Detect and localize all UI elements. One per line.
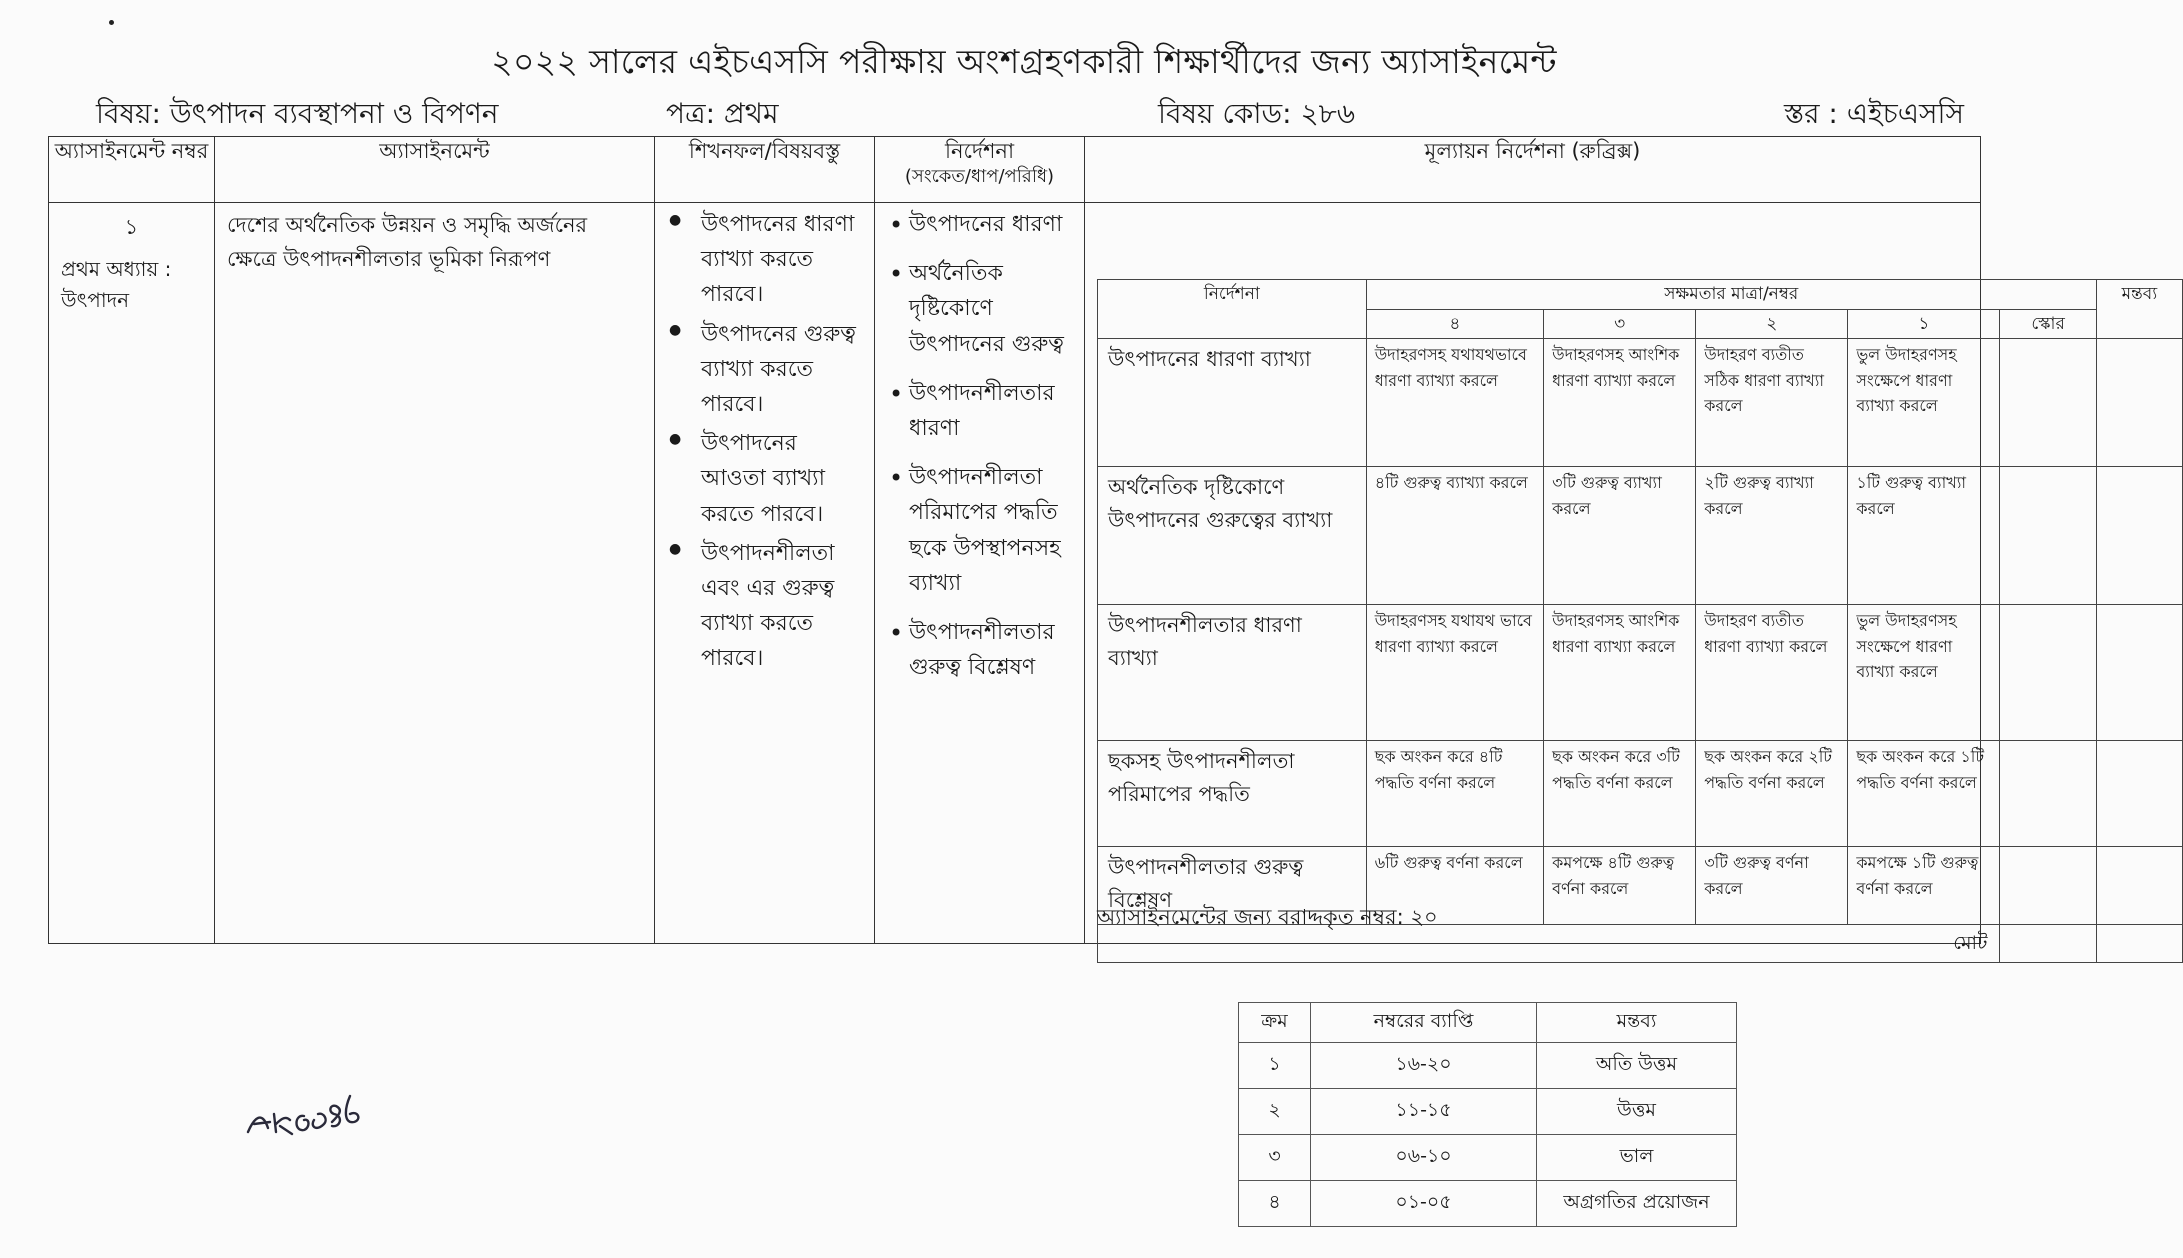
rubric-cell-2: ছক অংকন করে ২টি পদ্ধতি বর্ণনা করলে <box>1696 741 1848 847</box>
grading-header-range: নম্বরের ব্যাপ্তি <box>1311 1003 1537 1043</box>
rubric-score <box>2000 741 2096 847</box>
grading-serial: ২ <box>1239 1089 1311 1135</box>
rubric-table <box>1097 279 2183 963</box>
meta-level: স্তর : এইচএসসি <box>1784 97 1965 130</box>
learning-outcomes-cell <box>655 203 875 944</box>
rubric-remarks-header: মন্তব্য <box>2096 280 2182 339</box>
assignment-chapter: প্রথম অধ্যায় : উৎপাদন <box>61 256 172 312</box>
guidelines-cell <box>875 203 1085 944</box>
rubric-cell-3: কমপক্ষে ৪টি গুরুত্ব বর্ণনা করলে <box>1544 847 1696 925</box>
rubric-cell-3: ৩টি গুরুত্ব ব্যাখ্যা করলে <box>1544 467 1696 605</box>
grading-range: ১৬-২০ <box>1311 1043 1537 1089</box>
rubric-level-3: ৩ <box>1544 309 1696 339</box>
learning-outcome-item: ● উৎপাদনশীলতা এবং এর গুরুত্ব ব্যাখ্যা করতে পারবে। <box>665 536 866 677</box>
rubric-level-1: ১ <box>1848 309 2000 339</box>
rubric-row <box>1098 741 2183 847</box>
rubric-cell-3: উদাহরণসহ আংশিক ধারণা ব্যাখ্যা করলে <box>1544 605 1696 741</box>
evaluation-cell <box>1085 203 2158 955</box>
grading-header-serial: ক্রম <box>1239 1003 1311 1043</box>
rubric-total-label: মোট <box>1098 925 2000 963</box>
learning-outcome-item: ● উৎপাদনের আওতা ব্যাখ্যা করতে পারবে। <box>665 426 866 532</box>
rubric-level-2: ২ <box>1696 309 1848 339</box>
rubric-score <box>2000 847 2096 925</box>
rubric-cell-1: ভুল উদাহরণসহ সংক্ষেপে ধারণা ব্যাখ্যা করলে <box>1848 605 2000 741</box>
rubric-criteria-header: নির্দেশনা <box>1098 280 1367 339</box>
guideline-item: • উৎপাদনশীলতার গুরুত্ব বিশ্লেষণ <box>887 615 1078 685</box>
assignment-table <box>48 136 2158 955</box>
rubric-cell-4: ৪টি গুরুত্ব ব্যাখ্যা করলে <box>1366 467 1543 605</box>
grading-row <box>1239 1135 1737 1181</box>
rubric-cell-4: ৬টি গুরুত্ব বর্ণনা করলে <box>1366 847 1543 925</box>
grading-range: ০১-০৫ <box>1311 1181 1537 1227</box>
rubric-levels-header: সক্ষমতার মাত্রা/নম্বর <box>1366 280 2096 310</box>
rubric-cell-2: উদাহরণ ব্যতীত সঠিক ধারণা ব্যাখ্যা করলে <box>1696 339 1848 467</box>
rubric-remark <box>2096 847 2182 925</box>
rubric-criterion: উৎপাদনের ধারণা ব্যাখ্যা <box>1098 339 1367 467</box>
grading-table <box>1238 1002 1737 1227</box>
grading-header-remark: মন্তব্য <box>1537 1003 1737 1043</box>
learning-outcome-item: ● উৎপাদনের ধারণা ব্যাখ্যা করতে পারবে। <box>665 207 866 313</box>
rubric-cell-2: ৩টি গুরুত্ব বর্ণনা করলে <box>1696 847 1848 925</box>
rubric-remark <box>2096 339 2182 467</box>
header-assignment: অ্যাসাইনমেন্ট <box>215 137 655 203</box>
guideline-item: • অর্থনৈতিক দৃষ্টিকোণে উৎপাদনের গুরুত্ব <box>887 256 1078 362</box>
rubric-level-4: ৪ <box>1366 309 1543 339</box>
rubric-cell-3: উদাহরণসহ আংশিক ধারণা ব্যাখ্যা করলে <box>1544 339 1696 467</box>
rubric-remark <box>2096 741 2182 847</box>
grading-remark: অতি উত্তম <box>1537 1043 1737 1089</box>
rubric-score <box>2000 467 2096 605</box>
rubric-cell-4: উদাহরণসহ যথাযথভাবে ধারণা ব্যাখ্যা করলে <box>1366 339 1543 467</box>
rubric-cell-1: ছক অংকন করে ১টি পদ্ধতি বর্ণনা করলে <box>1848 741 2000 847</box>
rubric-remark <box>2096 605 2182 741</box>
learning-outcomes-list <box>655 203 874 676</box>
grading-remark: ভাল <box>1537 1135 1737 1181</box>
page-title: ২০২২ সালের এইচএসসি পরীক্ষায় অংশগ্রহণকারী শিক্ষার্থীদের জন্য অ্যাসাইনমেন্ট <box>491 42 1557 81</box>
rubric-cell-1: ভুল উদাহরণসহ সংক্ষেপে ধারণা ব্যাখ্যা করলে <box>1848 339 2000 467</box>
header-guideline-sub: (সংকেত/ধাপ/পরিধি) <box>904 166 1055 188</box>
rubric-criterion: উৎপাদনশীলতার গুরুত্ব বিশ্লেষণ <box>1098 847 1367 925</box>
rubric-row <box>1098 467 2183 605</box>
rubric-total-remark <box>2096 925 2182 963</box>
allotted-marks: অ্যাসাইনমেন্টের জন্য বরাদ্দকৃত নম্বর: ২০ <box>1097 905 1438 929</box>
rubric-criterion: উৎপাদনশীলতার ধারণা ব্যাখ্যা <box>1098 605 1367 741</box>
rubric-cell-4: ছক অংকন করে ৪টি পদ্ধতি বর্ণনা করলে <box>1366 741 1543 847</box>
rubric-score-header: স্কোর <box>2000 309 2096 339</box>
rubric-criterion: অর্থনৈতিক দৃষ্টিকোণে উৎপাদনের গুরুত্বের ব্যাখ্যা <box>1098 467 1367 605</box>
grading-row <box>1239 1181 1737 1227</box>
rubric-cell-2: ২টি গুরুত্ব ব্যাখ্যা করলে <box>1696 467 1848 605</box>
rubric-total-score <box>2000 925 2096 963</box>
grading-range: ১১-১৫ <box>1311 1089 1537 1135</box>
rubric-cell-2: উদাহরণ ব্যতীত ধারণা ব্যাখ্যা করলে <box>1696 605 1848 741</box>
guidelines-list <box>875 203 1084 685</box>
header-assignment-no: অ্যাসাইনমেন্ট নম্বর <box>49 137 215 203</box>
header-learning-outcome: শিখনফল/বিষয়বস্তু <box>655 137 875 203</box>
meta-paper: পত্র: প্রথম <box>666 97 779 130</box>
rubric-cell-1: ১টি গুরুত্ব ব্যাখ্যা করলে <box>1848 467 2000 605</box>
assignment-number: ১ <box>124 215 139 239</box>
guideline-item: • উৎপাদনশীলতার ধারণা <box>887 376 1078 446</box>
guideline-item: • উৎপাদনশীলতা পরিমাপের পদ্ধতি ছকে উপস্থাপনসহ ব্যাখ্যা <box>887 460 1078 601</box>
rubric-row <box>1098 605 2183 741</box>
rubric-remark <box>2096 467 2182 605</box>
grading-serial: ৪ <box>1239 1181 1311 1227</box>
meta-subject-code: বিষয় কোড: ২৮৬ <box>1158 97 1356 130</box>
rubric-score <box>2000 605 2096 741</box>
rubric-cell-3: ছক অংকন করে ৩টি পদ্ধতি বর্ণনা করলে <box>1544 741 1696 847</box>
rubric-cell-4: উদাহরণসহ যথাযথ ভাবে ধারণা ব্যাখ্যা করলে <box>1366 605 1543 741</box>
grading-serial: ১ <box>1239 1043 1311 1089</box>
handwritten-signature <box>240 1080 390 1150</box>
rubric-cell-1: কমপক্ষে ১টি গুরুত্ব বর্ণনা করলে <box>1848 847 2000 925</box>
rubric-criterion: ছকসহ উৎপাদনশীলতা পরিমাপের পদ্ধতি <box>1098 741 1367 847</box>
meta-subject: বিষয়: উৎপাদন ব্যবস্থাপনা ও বিপণন <box>96 97 499 130</box>
grading-range: ০৬-১০ <box>1311 1135 1537 1181</box>
header-guideline-title: নির্দেশনা <box>944 139 1015 163</box>
grading-remark: অগ্রগতির প্রয়োজন <box>1537 1181 1737 1227</box>
grading-row <box>1239 1089 1737 1135</box>
grading-row <box>1239 1043 1737 1089</box>
rubric-score <box>2000 339 2096 467</box>
assignment-number-cell <box>49 203 215 944</box>
assignment-description: দেশের অর্থনৈতিক উন্নয়ন ও সমৃদ্ধি অর্জনের ক্ষেত্রে উৎপাদনশীলতার ভূমিকা নিরূপণ <box>215 203 655 944</box>
learning-outcome-item: ● উৎপাদনের গুরুত্ব ব্যাখ্যা করতে পারবে। <box>665 317 866 423</box>
grading-serial: ৩ <box>1239 1135 1311 1181</box>
header-evaluation: মূল্যায়ন নির্দেশনা (রুব্রিক্স) <box>1085 137 1981 203</box>
grading-remark: উত্তম <box>1537 1089 1737 1135</box>
rubric-row <box>1098 339 2183 467</box>
header-guideline <box>875 137 1085 203</box>
guideline-item: • উৎপাদনের ধারণা <box>887 207 1078 242</box>
scan-dot <box>109 20 114 25</box>
